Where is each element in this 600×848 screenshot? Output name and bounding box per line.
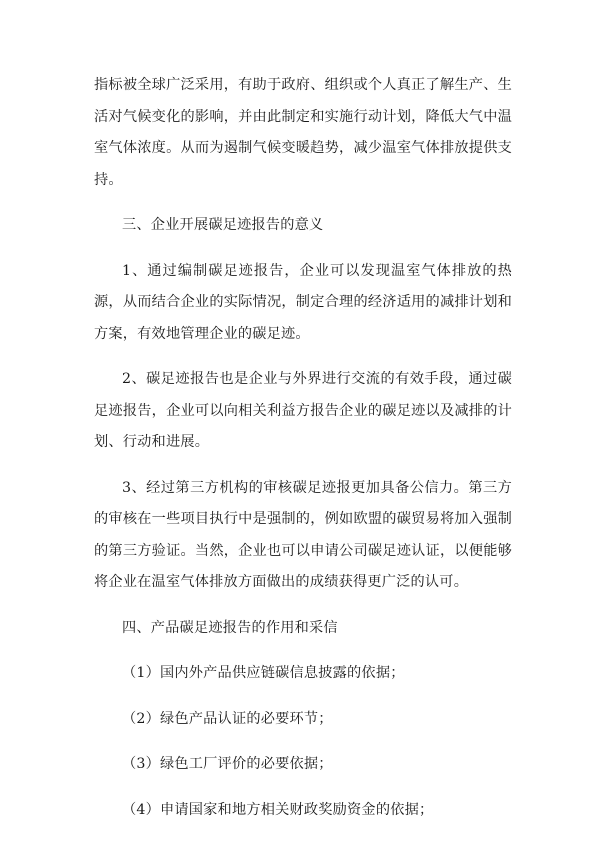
paragraph-point-2: 2、碳足迹报告也是企业与外界进行交流的有效手段，通过碳足迹报告，企业可以向相关利益方报告企业的碳足迹以及减排的计划、行动和进展。 bbox=[94, 371, 512, 450]
paragraph-point-3: 3、经过第三方机构的审核碳足迹报更加具备公信力。第三方的审核在一些项目执行中是强制的，例如欧盟的碳贸易将加入强制的第三方验证。当然，企业也可以申请公司碳足迹认证，以便能够将企业在温室气体排放方面做出的成绩获得更广泛的认可。 bbox=[94, 479, 512, 590]
list-item-2: （2）绿色产品认证的必要环节； bbox=[122, 710, 333, 727]
list-item-1: （1）国内外产品供应链碳信息披露的依据； bbox=[122, 665, 405, 681]
section-heading-4: 四、产品碳足迹报告的作用和采信 bbox=[122, 619, 338, 636]
paragraph-point-1: 1、通过编制碳足迹报告，企业可以发现温室气体排放的热源，从而结合企业的实际情况，制定合理的经济适用的减排计划和方案，有效地管理企业的碳足迹。 bbox=[94, 262, 512, 342]
list-item-4: （4）申请国家和地方相关财政奖励资金的依据； bbox=[122, 801, 434, 818]
section-heading-3: 三、企业开展碳足迹报告的意义 bbox=[122, 217, 324, 233]
paragraph-continuation: 指标被全球广泛采用，有助于政府、组织或个人真正了解生产、生活对气候变化的影响，并由此制定和实施行动计划，降低大气中温室气体浓度。从而为遏制气候变暖趋势，减少温室气体排放提供支持。 bbox=[94, 77, 512, 188]
list-item-3: （3）绿色工厂评价的必要依据； bbox=[122, 756, 333, 772]
document-body bbox=[94, 70, 512, 840]
